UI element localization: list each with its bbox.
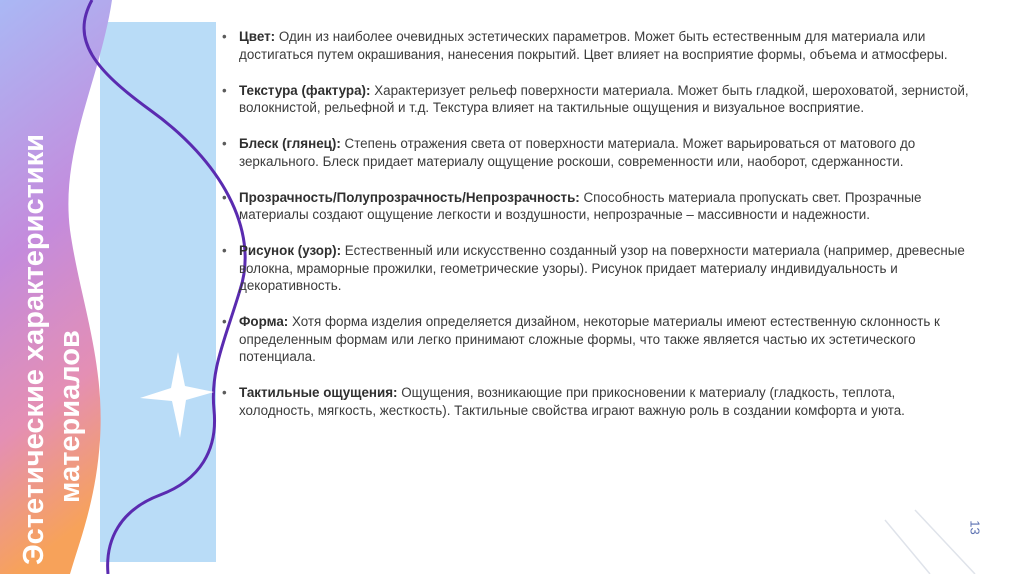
bullet: • [222, 189, 227, 205]
item-term: Форма: [239, 314, 289, 329]
title-line-1: Эстетические характеристики [18, 134, 50, 565]
item-text: Хотя форма изделия определяется дизайном, некоторые материалы имеют естественную склонность к определенным формам или легко принимают сложные формы, что также является частью их эстетического потенциала. [239, 314, 940, 364]
list-item-color [222, 28, 972, 63]
list-item-gloss [222, 135, 972, 170]
list-item-transparency [222, 189, 972, 224]
item-text: Один из наиболее очевидных эстетических параметров. Может быть естественным для материала или достигаться путем окрашивания, нанесения покрытий. Цвет влияет на восприятие формы, объема и атмосферы. [239, 29, 948, 62]
bullet: • [222, 314, 227, 329]
bullet: • [222, 385, 227, 400]
bullet: • [222, 136, 227, 151]
page-number: 13 [967, 520, 983, 535]
item-term: Блеск (глянец): [239, 136, 341, 151]
item-text: Степень отражения света от поверхности материала. Может варьироваться от матового до зеркального. Блеск придает материалу ощущение роскоши, современности или, наоборот, сдержанности. [239, 136, 916, 169]
item-text: Естественный или искусственно созданный узор на поверхности материала (например, древесные волокна, мраморные прожилки, геометрические узоры). Рисунок придает материалу индивидуальность и декоративность. [239, 243, 965, 293]
vertical-title [2, 65, 102, 565]
title-line-2: материалов [54, 330, 86, 503]
item-term: Текстура (фактура): [239, 82, 371, 98]
list-item-texture [222, 82, 972, 117]
list-item-pattern [222, 242, 972, 295]
list-item-form [222, 313, 972, 366]
list-item-tactile [222, 384, 972, 419]
bullet: • [222, 29, 227, 44]
item-text: Способность материала пропускать свет. Прозрачные материалы создают ощущение легкости и воздушности, непрозрачные – массивности и надежности. [239, 189, 922, 222]
item-term: Рисунок (узор): [239, 243, 342, 258]
item-text: Характеризует рельеф поверхности материала. Может быть гладкой, шероховатой, зернистой, волокнистой, рельефной и т.д. Текстура влияет на тактильные ощущения и визуальное восприятие. [239, 82, 969, 115]
item-term: Цвет: [239, 29, 276, 44]
item-term: Прозрачность/Полупрозрачность/Непрозрачность: [239, 189, 580, 205]
bullet: • [222, 82, 227, 98]
item-text: Ощущения, возникающие при прикосновении к материалу (гладкость, теплота, холодность, мягкость, жесткость). Тактильные свойства играют важную роль в создании комфорта и уюта. [239, 385, 905, 418]
bullet: • [222, 243, 227, 258]
characteristics-list [222, 28, 972, 438]
item-term: Тактильные ощущения: [239, 385, 398, 400]
